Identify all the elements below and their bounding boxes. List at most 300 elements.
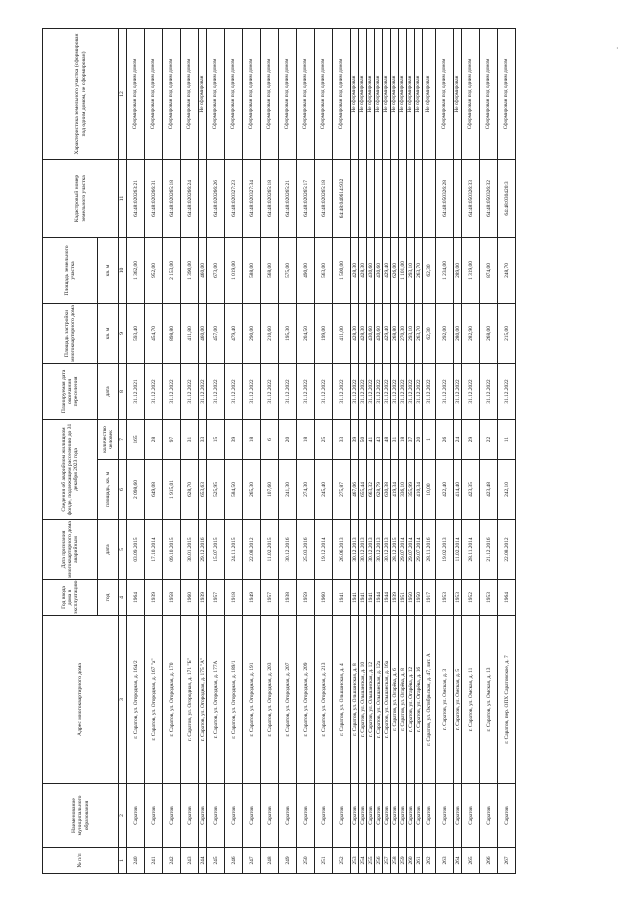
table-row (315, 28, 333, 873)
plan-date-cell: 31.12.2022 (399, 363, 407, 419)
municipality-cell: Саратов (127, 784, 145, 848)
municipality-cell: Саратов (261, 784, 279, 848)
rotated-table-container (42, 29, 602, 874)
land-area-cell: 430,60 (367, 237, 375, 303)
area-cell: 10,00 (423, 460, 436, 520)
characteristics-cell: Сформирован под одним домом (261, 28, 279, 159)
year-cell: 1941 (333, 580, 351, 616)
emergency-date-cell: 24.11.2015 (225, 520, 243, 580)
address-cell: г. Саратов, ул. Огородная, д. 203 (261, 616, 279, 784)
emergency-date-cell: 30.12.2013 (375, 520, 383, 580)
address-cell: г. Саратов, ул. Огородная, д. 191 (243, 616, 261, 784)
emergency-date-cell: 22.08.2012 (498, 520, 516, 580)
build-area-cell: 290,00 (243, 303, 261, 363)
land-area-cell: 626,00 (391, 237, 399, 303)
emergency-date-cell: 29.07.2014 (415, 520, 423, 580)
area-cell: 245,40 (315, 460, 333, 520)
build-area-cell: 430,60 (375, 303, 383, 363)
municipality-cell: Саратов (333, 784, 351, 848)
residents-cell: 37 (407, 419, 415, 459)
emergency-date-cell: 30.12.2013 (383, 520, 391, 580)
column-number: 3 (119, 616, 127, 784)
address-cell: г. Саратов, ул. Ольшанская, д. 4 (333, 616, 351, 784)
municipality-cell: Саратов (199, 784, 207, 848)
build-area-cell: 62,30 (423, 303, 436, 363)
emergency-date-cell: 17.10.2014 (145, 520, 163, 580)
year-cell: 1959 (297, 580, 315, 616)
address-cell: г. Саратов, ул. Огородная, д. 177А (207, 616, 225, 784)
header-characteristics: Характеристика земельного участка (сформирован под одним домом, не сформирован) (43, 28, 119, 159)
area-cell: 423,48 (480, 460, 498, 520)
land-area-cell: 248,70 (498, 237, 516, 303)
build-area-cell: 479,40 (225, 303, 243, 363)
characteristics-cell: Сформирован под одним домом (462, 28, 480, 159)
header-municipality: Наименование муниципального образования (43, 784, 119, 848)
area-cell: 423,35 (462, 460, 480, 520)
row-number: 260 (407, 848, 415, 874)
plan-date-cell: 31.12.2022 (375, 363, 383, 419)
cadastral-cell: 64:48:030420:3 (498, 159, 516, 237)
land-area-cell: 2 153,00 (163, 237, 181, 303)
area-cell: 107,60 (261, 460, 279, 520)
build-area-cell: 210,60 (261, 303, 279, 363)
characteristics-cell: Сформирован под одним домом (225, 28, 243, 159)
row-number: 240 (127, 848, 145, 874)
characteristics-cell: Не сформирован (383, 28, 391, 159)
residents-cell: 26 (436, 419, 454, 459)
table-row (163, 28, 181, 873)
municipality-cell: Саратов (315, 784, 333, 848)
year-cell: 1917 (423, 580, 436, 616)
header-plan-group: Планируемая дата окончания переселения (43, 363, 98, 419)
table-row (351, 28, 359, 873)
area-cell: 2 098,60 (127, 460, 145, 520)
address-cell: г. Саратов, ул. Омская, д. 3 (436, 616, 454, 784)
cadastral-cell: 64:48:040614:932 (333, 159, 351, 237)
residents-cell: 165 (127, 419, 145, 459)
table-row (207, 28, 225, 873)
area-cell: 265,30 (243, 460, 261, 520)
year-cell: 1951 (399, 580, 407, 616)
page-edge-mark: · (616, 44, 619, 53)
residents-cell: 25 (315, 419, 333, 459)
emergency-date-cell: 19.02.2013 (436, 520, 454, 580)
year-cell: 1953 (480, 580, 498, 616)
address-cell: г. Саратов, ул. Огарёва, д. 6 (391, 616, 399, 784)
row-number: 250 (297, 848, 315, 874)
plan-date-cell: 31.12.2022 (498, 363, 516, 419)
table-row (383, 28, 391, 873)
column-number: 6 (119, 460, 127, 520)
plan-date-cell: 31.12.2022 (261, 363, 279, 419)
characteristics-cell: Сформирован под одним домом (297, 28, 315, 159)
build-area-cell: 268,80 (391, 303, 399, 363)
year-cell: 1964 (498, 580, 516, 616)
table-header (43, 28, 127, 873)
row-number: 244 (199, 848, 207, 874)
residents-cell: 50 (359, 419, 367, 459)
table-row (145, 28, 163, 873)
residents-cell: 33 (199, 419, 207, 459)
address-cell: г. Саратов, ул. Огородная, д. 171 "Б" (181, 616, 199, 784)
emergency-date-cell: 30.12.2013 (351, 520, 359, 580)
residents-cell: 31 (181, 419, 199, 459)
address-cell: г. Саратов, ул. Ольшанская, д. 10 (359, 616, 367, 784)
land-area-cell: 1 019,00 (225, 237, 243, 303)
municipality-cell: Саратов (163, 784, 181, 848)
header-num: № п/п (43, 848, 119, 874)
residents-cell: 6 (261, 419, 279, 459)
build-area-cell: 292,00 (436, 303, 454, 363)
residents-cell: 24 (454, 419, 462, 459)
land-area-cell: 1 319,00 (462, 237, 480, 303)
characteristics-cell: Сформирован под одним домом (181, 28, 199, 159)
build-area-cell: 411,00 (333, 303, 351, 363)
plan-date-cell: 31.12.2022 (407, 363, 415, 419)
cadastral-cell (375, 159, 383, 237)
cadastral-cell: 64:48:020266:24 (181, 159, 199, 237)
plan-date-cell: 31.12.2022 (462, 363, 480, 419)
land-area-cell: 428,30 (351, 237, 359, 303)
table-row (375, 28, 383, 873)
build-area-cell: 199,00 (315, 303, 333, 363)
plan-date-cell: 31.12.2022 (333, 363, 351, 419)
column-number: 5 (119, 520, 127, 580)
land-area-cell: 1 101,00 (399, 237, 407, 303)
table-row (423, 28, 436, 873)
row-number: 247 (243, 848, 261, 874)
residents-cell: 18 (243, 419, 261, 459)
build-area-cell: 593,40 (127, 303, 145, 363)
table-row (333, 28, 351, 873)
emergency-date-cell: 30.01.2015 (181, 520, 199, 580)
municipality-cell: Саратов (279, 784, 297, 848)
table-row (498, 28, 516, 873)
cadastral-cell: 64:48:050326:33 (462, 159, 480, 237)
build-area-cell: 430,60 (367, 303, 375, 363)
plan-date-cell: 31.12.2022 (391, 363, 399, 419)
residents-cell: 31 (391, 419, 399, 459)
column-number: 4 (119, 580, 127, 616)
area-cell: 414,40 (454, 460, 462, 520)
table-row (407, 28, 415, 873)
emergency-date-cell: 28.11.2016 (423, 520, 436, 580)
plan-date-cell: 31.12.2021 (127, 363, 145, 419)
emergency-date-cell: 30.12.2013 (359, 520, 367, 580)
cadastral-cell: 64:48:020265:18 (315, 159, 333, 237)
plan-date-cell: 31.12.2022 (454, 363, 462, 419)
municipality-cell: Саратов (351, 784, 359, 848)
header-emergency-date: дата (98, 520, 119, 580)
residents-cell: 39 (225, 419, 243, 459)
municipality-cell: Саратов (480, 784, 498, 848)
address-cell: г. Саратов, ул. Огородная, д. 170 (163, 616, 181, 784)
cadastral-cell: 64:48:020265:17 (297, 159, 315, 237)
area-cell: 275,87 (333, 460, 351, 520)
land-area-cell: 588,00 (243, 237, 261, 303)
build-area-cell: 428,30 (351, 303, 359, 363)
header-year: год (98, 580, 119, 616)
year-cell: 1957 (261, 580, 279, 616)
row-number: 249 (279, 848, 297, 874)
emergency-date-cell: 30.12.2016 (279, 520, 297, 580)
address-cell: г. Саратов, ул. Омская, д. 11 (462, 616, 480, 784)
row-number: 267 (498, 848, 516, 874)
year-cell: 1939 (199, 580, 207, 616)
plan-date-cell: 31.12.2022 (279, 363, 297, 419)
residents-cell: 11 (498, 419, 516, 459)
emergency-date-cell: 19.12.2014 (315, 520, 333, 580)
municipality-cell: Саратов (383, 784, 391, 848)
land-area-cell: 62,30 (423, 237, 436, 303)
area-cell: 241,30 (279, 460, 297, 520)
cadastral-cell: 64:48:020265:21 (279, 159, 297, 237)
characteristics-cell: Сформирован под одним домом (127, 28, 145, 159)
table-row (181, 28, 199, 873)
characteristics-cell: Сформирован под одним домом (333, 28, 351, 159)
row-number: 263 (436, 848, 454, 874)
municipality-cell: Саратов (145, 784, 163, 848)
address-cell: г. Саратов, ул. Огородная, д. 207 (279, 616, 297, 784)
cadastral-cell: 64:48:020263:21 (127, 159, 145, 237)
row-number: 243 (181, 848, 199, 874)
characteristics-cell: Не сформирован (367, 28, 375, 159)
area-cell: 467,06 (351, 460, 359, 520)
table-row (127, 28, 145, 873)
row-number: 262 (423, 848, 436, 874)
row-number: 253 (351, 848, 359, 874)
address-cell: г. Саратов, ул. Ольшанская, д. 8 (351, 616, 359, 784)
year-cell: 1944 (375, 580, 383, 616)
land-area-cell: 293,10 (407, 237, 415, 303)
characteristics-cell: Сформирован под одним домом (436, 28, 454, 159)
area-cell: 419,34 (391, 460, 399, 520)
characteristics-cell: Не сформирован (423, 28, 436, 159)
build-area-cell: 460,00 (199, 303, 207, 363)
address-cell: г. Саратов, ул. Октябрьская, д. 47, лит. А (423, 616, 436, 784)
cadastral-cell (391, 159, 399, 237)
land-area-cell: 1 362,00 (127, 237, 145, 303)
characteristics-cell: Сформирован под одним домом (480, 28, 498, 159)
emergency-date-cell: 22.08.2012 (243, 520, 261, 580)
address-cell: г. Саратов, ул. Огарёва, д. 16 (415, 616, 423, 784)
address-cell: г. Саратов, ул. Огородная, д. 164/2 (127, 616, 145, 784)
characteristics-cell: Сформирован под одним домом (145, 28, 163, 159)
plan-date-cell: 31.12.2022 (383, 363, 391, 419)
area-cell: 242,10 (498, 460, 516, 520)
year-cell: 1918 (225, 580, 243, 616)
cadastral-cell (423, 159, 436, 237)
emergency-date-cell: 25.03.2016 (297, 520, 315, 580)
year-cell: 1953 (454, 580, 462, 616)
header-residents: количество человек (98, 419, 119, 459)
land-area-cell: 952,00 (145, 237, 163, 303)
header-land-area-unit: кв. м (98, 237, 119, 303)
residents-cell: 33 (333, 419, 351, 459)
build-area-cell: 270,30 (399, 303, 407, 363)
table-row (415, 28, 423, 873)
municipality-cell: Саратов (367, 784, 375, 848)
address-cell: г. Саратов, ул. Ольшанская, д. 16а (383, 616, 391, 784)
plan-date-cell: 31.12.2022 (297, 363, 315, 419)
plan-date-cell: 31.12.2022 (415, 363, 423, 419)
build-area-cell: 215,00 (498, 303, 516, 363)
residents-cell: 43 (375, 419, 383, 459)
table-row (225, 28, 243, 873)
cadastral-cell (199, 159, 207, 237)
row-number: 251 (315, 848, 333, 874)
build-area-cell: 457,00 (207, 303, 225, 363)
municipality-cell: Саратов (415, 784, 423, 848)
cadastral-cell (359, 159, 367, 237)
cadastral-cell (407, 159, 415, 237)
row-number: 245 (207, 848, 225, 874)
address-cell: г. Саратов, ул. Огородная, д. 167 "а" (145, 616, 163, 784)
municipality-cell: Саратов (375, 784, 383, 848)
header-area: площадь, кв. м (98, 460, 119, 520)
address-cell: г. Саратов, ул. Огородная, д. 189/1 (225, 616, 243, 784)
emergency-date-cell: 21.12.2016 (480, 520, 498, 580)
area-cell: 628,79 (375, 460, 383, 520)
residents-cell: 48 (383, 419, 391, 459)
cadastral-cell: 64:48:020266:31 (145, 159, 163, 237)
residents-cell: 39 (351, 419, 359, 459)
area-cell: 1 915,01 (163, 460, 181, 520)
emergency-date-cell: 09.10.2015 (163, 520, 181, 580)
build-area-cell: 195,30 (279, 303, 297, 363)
header-land-area-group: Площадь земельного участка (43, 237, 98, 303)
land-area-cell: 460,00 (199, 237, 207, 303)
cadastral-cell: 64:48:050326:32 (480, 159, 498, 237)
table-row (261, 28, 279, 873)
plan-date-cell: 31.12.2022 (207, 363, 225, 419)
municipality-cell: Саратов (462, 784, 480, 848)
characteristics-cell: Не сформирован (359, 28, 367, 159)
year-cell: 1950 (415, 580, 423, 616)
municipality-cell: Саратов (207, 784, 225, 848)
characteristics-cell: Не сформирован (199, 28, 207, 159)
characteristics-cell: Не сформирован (391, 28, 399, 159)
characteristics-cell: Сформирован под одним домом (315, 28, 333, 159)
year-cell: 1958 (163, 580, 181, 616)
area-cell: 584,50 (225, 460, 243, 520)
land-area-cell: 1 500,00 (333, 237, 351, 303)
plan-date-cell: 31.12.2022 (351, 363, 359, 419)
row-number: 241 (145, 848, 163, 874)
table-row (454, 28, 462, 873)
table-body (127, 28, 516, 873)
land-area-cell: 874,00 (480, 237, 498, 303)
table-row (462, 28, 480, 873)
area-cell: 525,95 (207, 460, 225, 520)
header-emergency-group: Дата признания многоквартирного дома аварийным (43, 520, 98, 580)
characteristics-cell: Сформирован под одним домом (163, 28, 181, 159)
cadastral-cell: 64:48:020266:26 (207, 159, 225, 237)
column-number-row (119, 28, 127, 873)
emergency-date-cell: 29.07.2014 (407, 520, 415, 580)
address-cell: г. Саратов, ул. Ольшанская, д. 12 (367, 616, 375, 784)
year-cell: 1944 (383, 580, 391, 616)
plan-date-cell: 31.12.2022 (243, 363, 261, 419)
municipality-cell: Саратов (436, 784, 454, 848)
year-cell: 1941 (359, 580, 367, 616)
municipality-cell: Саратов (498, 784, 516, 848)
cadastral-cell (399, 159, 407, 237)
emergency-date-cell: 26.06.2013 (333, 520, 351, 580)
row-number: 265 (462, 848, 480, 874)
header-fund-group: Сведения об аварийном жилищном фонде, подлежащем расселению до 31 декабря 2023 года (43, 419, 98, 519)
row-number: 252 (333, 848, 351, 874)
cadastral-cell (351, 159, 359, 237)
build-area-cell: 428,30 (359, 303, 367, 363)
municipality-cell: Саратов (225, 784, 243, 848)
residents-cell: 22 (480, 419, 498, 459)
residents-cell: 15 (207, 419, 225, 459)
land-area-cell: 490,00 (297, 237, 315, 303)
year-cell: 1949 (243, 580, 261, 616)
residents-cell: 41 (367, 419, 375, 459)
year-cell: 1964 (127, 580, 145, 616)
year-cell: 1960 (181, 580, 199, 616)
residents-cell: 97 (163, 419, 181, 459)
residents-cell: 20 (415, 419, 423, 459)
row-number: 248 (261, 848, 279, 874)
year-cell: 1957 (207, 580, 225, 616)
address-cell: г. Саратов, ул. Ольшанская, д. 12а (375, 616, 383, 784)
plan-date-cell: 31.12.2022 (367, 363, 375, 419)
land-area-cell: 568,00 (261, 237, 279, 303)
row-number: 257 (383, 848, 391, 874)
characteristics-cell: Сформирован под одним домом (243, 28, 261, 159)
characteristics-cell: Не сформирован (415, 28, 423, 159)
row-number: 242 (163, 848, 181, 874)
characteristics-cell: Не сформирован (351, 28, 359, 159)
table-row (359, 28, 367, 873)
year-cell: 1953 (436, 580, 454, 616)
land-area-cell: 563,00 (315, 237, 333, 303)
row-number: 259 (399, 848, 407, 874)
address-cell: г. Саратов, пер. ОПХ Саратовское, д. 7 (498, 616, 516, 784)
header-year-group: Год ввода дома в эксплуатацию (43, 580, 98, 616)
land-area-cell: 430,60 (375, 237, 383, 303)
address-cell: г. Саратов, ул. Омская, д. 13 (480, 616, 498, 784)
table-row (199, 28, 207, 873)
address-cell: г. Саратов, ул. Огородная, д. 213 (315, 616, 333, 784)
municipality-cell: Саратов (181, 784, 199, 848)
table-row (480, 28, 498, 873)
area-cell: 653,63 (199, 460, 207, 520)
build-area-cell: 454,70 (145, 303, 163, 363)
area-cell: 655,44 (359, 460, 367, 520)
plan-date-cell: 31.12.2022 (315, 363, 333, 419)
row-number: 264 (454, 848, 462, 874)
column-number: 7 (119, 419, 127, 459)
municipality-cell: Саратов (399, 784, 407, 848)
land-area-cell: 1 390,00 (181, 237, 199, 303)
residents-cell: 29 (462, 419, 480, 459)
build-area-cell: 429,40 (383, 303, 391, 363)
row-number: 254 (359, 848, 367, 874)
municipality-cell: Саратов (391, 784, 399, 848)
cadastral-cell (415, 159, 423, 237)
area-cell: 336,10 (399, 460, 407, 520)
area-cell: 355,99 (407, 460, 415, 520)
emergency-date-cell: 15.07.2015 (207, 520, 225, 580)
column-number: 11 (119, 159, 127, 237)
land-area-cell: 289,00 (454, 237, 462, 303)
plan-date-cell: 31.12.2022 (181, 363, 199, 419)
plan-date-cell: 31.12.2022 (225, 363, 243, 419)
